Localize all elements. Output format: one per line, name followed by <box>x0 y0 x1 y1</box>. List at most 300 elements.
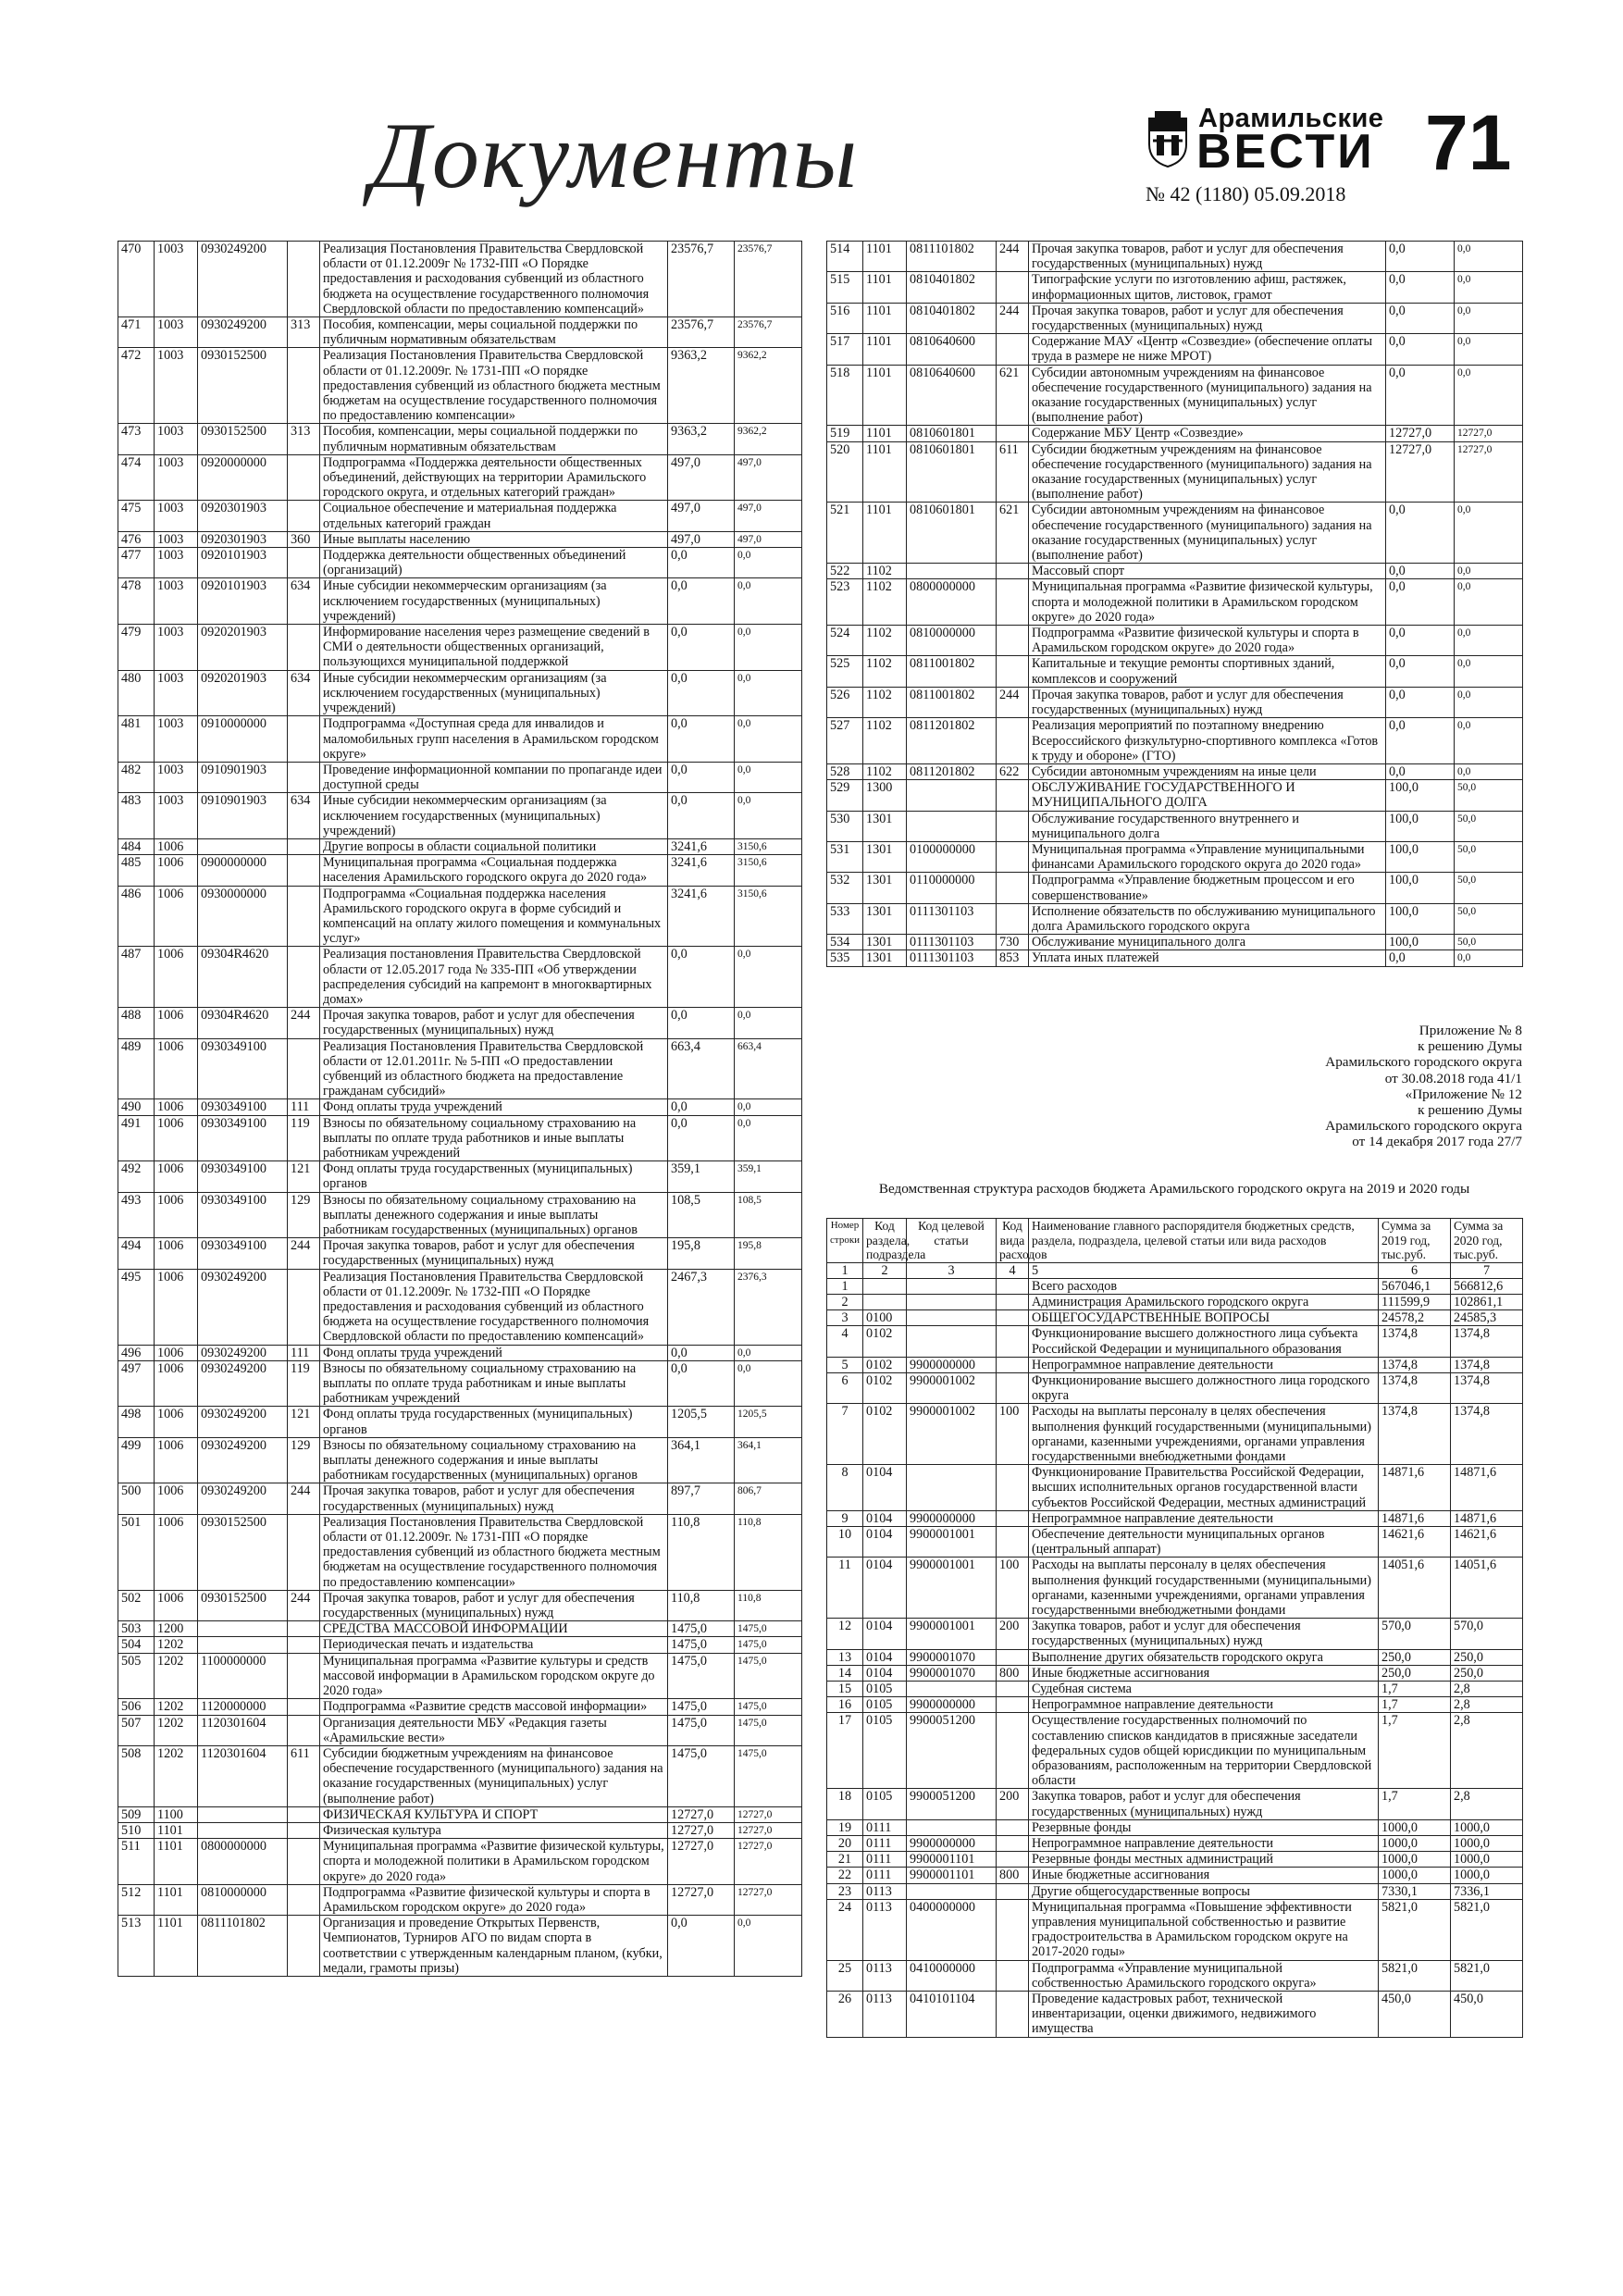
amount-1: 23576,7 <box>668 317 735 348</box>
table-row <box>827 1960 1523 1991</box>
row-number: 488 <box>118 1008 155 1038</box>
row-number: 2 <box>827 1294 863 1309</box>
amount-1: 110,8 <box>668 1590 735 1620</box>
row-number: 3 <box>827 1310 863 1326</box>
section-code: 1003 <box>155 242 198 317</box>
target-code: 0930349100 <box>198 1192 288 1238</box>
table-row <box>118 548 802 578</box>
target-code <box>907 1465 997 1511</box>
amount-1: 663,4 <box>668 1038 735 1099</box>
row-number: 473 <box>118 424 155 454</box>
section-code: 1006 <box>155 1590 198 1620</box>
expense-type-code <box>288 716 320 763</box>
target-code: 0811101802 <box>198 1916 288 1977</box>
section-code: 1102 <box>863 763 907 779</box>
amount-2: 50,0 <box>1455 903 1523 934</box>
row-number: 25 <box>827 1960 863 1991</box>
amount-2: 0,0 <box>1455 334 1523 365</box>
section-code: 0105 <box>863 1681 907 1696</box>
target-code <box>907 1278 997 1294</box>
target-code <box>907 1819 997 1835</box>
expense-type-code <box>288 454 320 501</box>
amount-1: 1374,8 <box>1379 1372 1451 1403</box>
description: Муниципальная программа «Развитие культуры и средств массовой информации в Арамильском городском округе до 2020 года» <box>320 1653 668 1699</box>
row-number: 501 <box>118 1514 155 1590</box>
amount-2: 12727,0 <box>1455 426 1523 441</box>
amount-1: 0,0 <box>668 578 735 625</box>
expense-type-code: 244 <box>997 303 1029 333</box>
amount-1: 1000,0 <box>1379 1836 1451 1852</box>
table-row <box>827 1558 1523 1619</box>
expense-type-code: 244 <box>288 1483 320 1514</box>
target-code: 0111301103 <box>907 903 997 934</box>
target-code: 0930249200 <box>198 317 288 348</box>
section-code: 1101 <box>155 1916 198 1977</box>
description: Реализация Постановления Правительства Свердловской области от 01.12.2009г № 1732-ПП «О Порядке предоставления и расходования субвенций из областного бюджета на осуществление государственного полномочия Свердловской области по предоставлению компенсаций» <box>320 242 668 317</box>
description: Фонд оплаты труда государственных (муниципальных) органов <box>320 1407 668 1437</box>
amount-2: 2,8 <box>1451 1697 1523 1713</box>
column-number: 3 <box>907 1262 997 1278</box>
expense-type-code <box>288 501 320 531</box>
description: Муниципальная программа «Развитие физической культуры, спорта и молодежной политики в Арамильском городском округе» до 2020 года» <box>320 1839 668 1885</box>
table-row <box>827 503 1523 564</box>
departmental-structure-table <box>826 1218 1523 2038</box>
amount-1: 12727,0 <box>668 1822 735 1838</box>
section-code: 1101 <box>863 365 907 426</box>
row-number: 485 <box>118 855 155 886</box>
amount-2: 1374,8 <box>1451 1326 1523 1357</box>
expense-type-code <box>288 762 320 792</box>
table-row <box>118 317 802 348</box>
amount-1: 23576,7 <box>668 242 735 317</box>
target-code: 0930152500 <box>198 348 288 424</box>
section-code: 1202 <box>155 1745 198 1806</box>
row-number: 494 <box>118 1238 155 1269</box>
amount-1: 110,8 <box>668 1514 735 1590</box>
row-number: 499 <box>118 1437 155 1483</box>
row-number: 480 <box>118 670 155 716</box>
amount-1: 1000,0 <box>1379 1819 1451 1835</box>
section-code: 1006 <box>155 1008 198 1038</box>
section-code: 0100 <box>863 1310 907 1326</box>
description: Прочая закупка товаров, работ и услуг для обеспечения государственных (муниципальных) нужд <box>1029 687 1386 717</box>
table-row <box>118 1884 802 1915</box>
issue-info: № 42 (1180) 05.09.2018 <box>1146 182 1346 205</box>
amount-2: 50,0 <box>1455 841 1523 872</box>
amount-2: 3150,6 <box>735 838 802 854</box>
table-row <box>118 1806 802 1822</box>
row-number: 512 <box>118 1884 155 1915</box>
brand-name-large: ВЕСТИ <box>1196 125 1375 179</box>
amount-2: 0,0 <box>735 1099 802 1115</box>
amount-1: 14621,6 <box>1379 1526 1451 1557</box>
target-code: 9900001002 <box>907 1372 997 1403</box>
amount-1: 3241,6 <box>668 886 735 947</box>
amount-2: 1475,0 <box>735 1715 802 1745</box>
amount-2: 0,0 <box>735 578 802 625</box>
row-number: 22 <box>827 1868 863 1883</box>
table-row <box>827 242 1523 272</box>
section-code <box>863 1278 907 1294</box>
table-row <box>827 303 1523 333</box>
expense-type-code <box>997 1852 1029 1868</box>
description: Исполнение обязательств по обслуживанию муниципального долга Арамильского городского округа <box>1029 903 1386 934</box>
row-number: 24 <box>827 1899 863 1960</box>
amount-2: 1475,0 <box>735 1637 802 1653</box>
target-code: 0811001802 <box>907 656 997 687</box>
table-row <box>118 578 802 625</box>
appendix-line: от 30.08.2018 года 41/1 <box>1384 1070 1522 1086</box>
expense-type-code <box>288 1822 320 1838</box>
target-code: 0920101903 <box>198 548 288 578</box>
section-code: 1006 <box>155 1483 198 1514</box>
row-number: 8 <box>827 1465 863 1511</box>
amount-2: 1000,0 <box>1451 1868 1523 1883</box>
description: Социальное обеспечение и материальная поддержка отдельных категорий граждан <box>320 501 668 531</box>
table-row <box>827 1899 1523 1960</box>
target-code <box>907 1310 997 1326</box>
amount-2: 450,0 <box>1451 1992 1523 2038</box>
description: Подпрограмма «Развитие средств массовой информации» <box>320 1699 668 1715</box>
table-row <box>118 670 802 716</box>
table-row <box>118 716 802 763</box>
amount-2: 2376,3 <box>735 1269 802 1345</box>
amount-2: 0,0 <box>735 716 802 763</box>
amount-2: 0,0 <box>1455 763 1523 779</box>
table-row <box>118 1407 802 1437</box>
target-code: 0111301103 <box>907 935 997 950</box>
column-header: Код вида расходов <box>997 1219 1029 1263</box>
target-code: 1120301604 <box>198 1745 288 1806</box>
expense-type-code <box>997 841 1029 872</box>
expense-type-code <box>997 272 1029 303</box>
section-code: 0113 <box>863 1899 907 1960</box>
amount-2: 12727,0 <box>735 1839 802 1885</box>
section-code: 1301 <box>863 935 907 950</box>
row-number: 21 <box>827 1852 863 1868</box>
section-code: 0111 <box>863 1819 907 1835</box>
appendix-title: Ведомственная структура расходов бюджета Арамильского городского округа на 2019 и 2020 годы <box>878 1181 1470 1197</box>
table-row <box>827 1372 1523 1403</box>
section-code: 1102 <box>863 579 907 626</box>
target-code: 9900000000 <box>907 1697 997 1713</box>
expense-type-code <box>288 1884 320 1915</box>
amount-2: 570,0 <box>1451 1619 1523 1649</box>
row-number: 475 <box>118 501 155 531</box>
section-code: 1003 <box>155 454 198 501</box>
expense-type-code: 244 <box>997 242 1029 272</box>
amount-2: 102861,1 <box>1451 1294 1523 1309</box>
target-code: 0910000000 <box>198 716 288 763</box>
description: Субсидии бюджетным учреждениям на финансовое обеспечение государственного (муниципального) задания на оказание государственных (муниципальных) услуг (выполнение работ) <box>1029 441 1386 503</box>
amount-1: 100,0 <box>1386 811 1455 841</box>
section-code: 1301 <box>863 873 907 903</box>
row-number: 509 <box>118 1806 155 1822</box>
amount-2: 0,0 <box>1455 950 1523 966</box>
section-code: 0104 <box>863 1465 907 1511</box>
section-code: 1006 <box>155 1514 198 1590</box>
section-code: 1006 <box>155 1099 198 1115</box>
expense-type-code: 129 <box>288 1192 320 1238</box>
target-code: 0811201802 <box>907 718 997 764</box>
amount-2: 1374,8 <box>1451 1357 1523 1372</box>
amount-1: 14871,6 <box>1379 1465 1451 1511</box>
amount-2: 195,8 <box>735 1238 802 1269</box>
description: Реализация мероприятий по поэтапному внедрению Всероссийского физкультурно-спортивного комплекса «Готов к труду и обороне» (ГТО) <box>1029 718 1386 764</box>
row-number: 14 <box>827 1665 863 1681</box>
amount-1: 0,0 <box>1386 687 1455 717</box>
expense-type-code: 634 <box>288 670 320 716</box>
description: Организация деятельности МБУ «Редакция газеты «Арамильские вести» <box>320 1715 668 1745</box>
row-number: 490 <box>118 1099 155 1115</box>
amount-1: 9363,2 <box>668 424 735 454</box>
row-number: 521 <box>827 503 863 564</box>
expense-type-code <box>997 1836 1029 1852</box>
row-number: 26 <box>827 1992 863 2038</box>
amount-2: 0,0 <box>735 1916 802 1977</box>
table-row <box>827 1868 1523 1883</box>
expense-type-code <box>288 1715 320 1745</box>
section-code: 1006 <box>155 1161 198 1192</box>
table-row <box>118 1192 802 1238</box>
table-row <box>118 1038 802 1099</box>
expense-type-code <box>288 1653 320 1699</box>
description: Прочая закупка товаров, работ и услуг для обеспечения государственных (муниципальных) нужд <box>320 1590 668 1620</box>
section-code: 0111 <box>863 1852 907 1868</box>
section-code: 0102 <box>863 1404 907 1465</box>
table-row <box>827 780 1523 811</box>
target-code: 0810640600 <box>907 365 997 426</box>
row-number: 505 <box>118 1653 155 1699</box>
amount-1: 12727,0 <box>668 1839 735 1885</box>
table-row <box>118 947 802 1008</box>
target-code: 0930152500 <box>198 1514 288 1590</box>
row-number: 1 <box>827 1278 863 1294</box>
description: Проведение информационной компании по пропаганде идеи доступной среды <box>320 762 668 792</box>
target-code <box>907 1326 997 1357</box>
section-code: 0111 <box>863 1868 907 1883</box>
amount-2: 1475,0 <box>735 1621 802 1637</box>
expense-type-code <box>997 1713 1029 1789</box>
amount-2: 7336,1 <box>1451 1883 1523 1899</box>
target-code: 0920000000 <box>198 454 288 501</box>
row-number: 481 <box>118 716 155 763</box>
description: ФИЗИЧЕСКАЯ КУЛЬТУРА И СПОРТ <box>320 1806 668 1822</box>
description: Организация и проведение Открытых Первенств, Чемпионатов, Турниров АГО по видам спорта в соответствии с утвержденным календарным планом, (кубки, медали, грамоты призы) <box>320 1916 668 1977</box>
description: Прочая закупка товаров, работ и услуг для обеспечения государственных (муниципальных) нужд <box>320 1238 668 1269</box>
target-code: 0930152500 <box>198 424 288 454</box>
section-code: 1102 <box>863 564 907 579</box>
amount-1: 0,0 <box>1386 503 1455 564</box>
section-code: 1202 <box>155 1637 198 1653</box>
expense-type-code: 119 <box>288 1115 320 1161</box>
table-row <box>118 242 802 317</box>
expense-type-code <box>288 548 320 578</box>
description: Субсидии бюджетным учреждениям на финансовое обеспечение государственного (муниципального) задания на оказание государственных (муниципальных) услуг (выполнение работ) <box>320 1745 668 1806</box>
expense-type-code <box>997 564 1029 579</box>
amount-1: 1475,0 <box>668 1637 735 1653</box>
column-header: Сумма за 2019 год, тыс.руб. <box>1379 1219 1451 1263</box>
expense-type-code <box>288 947 320 1008</box>
amount-2: 23576,7 <box>735 242 802 317</box>
target-code: 9900000000 <box>907 1510 997 1526</box>
section-code: 1301 <box>863 811 907 841</box>
amount-1: 1000,0 <box>1379 1868 1451 1883</box>
section-code: 1101 <box>863 242 907 272</box>
table-row <box>118 625 802 671</box>
amount-1: 1,7 <box>1379 1713 1451 1789</box>
row-number: 493 <box>118 1192 155 1238</box>
expense-type-code: 200 <box>997 1619 1029 1649</box>
amount-2: 14051,6 <box>1451 1558 1523 1619</box>
section-code: 1101 <box>863 272 907 303</box>
table-row <box>118 1590 802 1620</box>
amount-1: 0,0 <box>668 793 735 839</box>
expense-type-code: 800 <box>997 1868 1029 1883</box>
amount-1: 14871,6 <box>1379 1510 1451 1526</box>
target-code: 0100000000 <box>907 841 997 872</box>
amount-2: 497,0 <box>735 454 802 501</box>
table-row <box>827 1310 1523 1326</box>
row-number: 13 <box>827 1649 863 1665</box>
target-code <box>907 811 997 841</box>
expense-type-code: 111 <box>288 1099 320 1115</box>
target-code <box>198 1621 288 1637</box>
row-number: 5 <box>827 1357 863 1372</box>
row-number: 484 <box>118 838 155 854</box>
expense-type-code <box>997 334 1029 365</box>
expense-type-code: 611 <box>288 1745 320 1806</box>
amount-1: 0,0 <box>668 762 735 792</box>
description: Подпрограмма «Развитие физической культуры и спорта в Арамильском городском округе» до 2020 года» <box>320 1884 668 1915</box>
description: Расходы на выплаты персоналу в целях обеспечения выполнения функций государственными (муниципальными) органами, казенными учреждениями, органами управления государственными внебюджетными фондами <box>1029 1558 1379 1619</box>
amount-1: 1,7 <box>1379 1697 1451 1713</box>
section-code: 1301 <box>863 950 907 966</box>
table-row <box>827 1510 1523 1526</box>
expense-type-code: 111 <box>288 1345 320 1360</box>
amount-1: 1,7 <box>1379 1789 1451 1819</box>
target-code: 0110000000 <box>907 873 997 903</box>
section-code: 1003 <box>155 531 198 547</box>
target-code: 0930349100 <box>198 1038 288 1099</box>
row-number: 482 <box>118 762 155 792</box>
appendix-line: «Приложение № 12 <box>1405 1086 1522 1102</box>
row-number: 530 <box>827 811 863 841</box>
row-number: 500 <box>118 1483 155 1514</box>
expense-type-code <box>997 1465 1029 1511</box>
target-code: 9900000000 <box>907 1357 997 1372</box>
amount-1: 0,0 <box>1386 626 1455 656</box>
amount-2: 1205,5 <box>735 1407 802 1437</box>
amount-1: 0,0 <box>668 1345 735 1360</box>
amount-1: 0,0 <box>1386 656 1455 687</box>
row-number: 11 <box>827 1558 863 1619</box>
description: Реализация Постановления Правительства Свердловской области от 01.12.2009г. № 1732-ПП «О Порядке предоставления и расходования субвенций из областного бюджета на осуществление государственного полномочия Свердловской области по предоставлению компенсаций» <box>320 1269 668 1345</box>
appendix-line: к решению Думы <box>1418 1102 1522 1119</box>
amount-1: 250,0 <box>1379 1649 1451 1665</box>
table-row <box>118 886 802 947</box>
row-number: 520 <box>827 441 863 503</box>
description: Непрограммное направление деятельности <box>1029 1510 1379 1526</box>
appendix-line: от 14 декабря 2017 года 27/7 <box>1352 1134 1522 1150</box>
section-code: 1101 <box>155 1839 198 1885</box>
table-row <box>827 1465 1523 1511</box>
target-code: 9900001001 <box>907 1558 997 1619</box>
table-row <box>118 1916 802 1977</box>
table-row <box>118 1822 802 1838</box>
page-number: 71 <box>1425 99 1512 186</box>
amount-2: 1374,8 <box>1451 1372 1523 1403</box>
row-number: 474 <box>118 454 155 501</box>
section-code: 1003 <box>155 348 198 424</box>
row-number: 528 <box>827 763 863 779</box>
amount-1: 100,0 <box>1386 873 1455 903</box>
expense-type-code: 313 <box>288 317 320 348</box>
target-code: 0811101802 <box>907 242 997 272</box>
description: Обеспечение деятельности муниципальных органов (центральный аппарат) <box>1029 1526 1379 1557</box>
description: Подпрограмма «Управление муниципальной собственностью Арамильского городского округа» <box>1029 1960 1379 1991</box>
target-code <box>907 564 997 579</box>
target-code: 0930349100 <box>198 1161 288 1192</box>
amount-2: 5821,0 <box>1451 1899 1523 1960</box>
amount-2: 110,8 <box>735 1514 802 1590</box>
amount-1: 100,0 <box>1386 935 1455 950</box>
description: Подпрограмма «Социальная поддержка населения Арамильского городского округа в форме субсидий и компенсаций на оплату жилого помещения и коммунальных услуг» <box>320 886 668 947</box>
amount-2: 0,0 <box>1455 303 1523 333</box>
section-code: 1006 <box>155 1437 198 1483</box>
amount-2: 0,0 <box>1455 656 1523 687</box>
expense-type-code: 100 <box>997 1404 1029 1465</box>
description: Функционирование Правительства Российской Федерации, высших исполнительных органов государственной власти субъектов Российской Федерации, местных администраций <box>1029 1465 1379 1511</box>
section-code: 1202 <box>155 1699 198 1715</box>
amount-2: 0,0 <box>735 625 802 671</box>
section-code: 1006 <box>155 1115 198 1161</box>
expense-type-code: 244 <box>288 1008 320 1038</box>
section-code: 1102 <box>863 656 907 687</box>
amount-1: 3241,6 <box>668 855 735 886</box>
expense-type-code <box>997 1310 1029 1326</box>
expense-type-code: 119 <box>288 1360 320 1407</box>
table-row <box>118 1099 802 1115</box>
amount-2: 2,8 <box>1451 1713 1523 1789</box>
target-code: 0400000000 <box>907 1899 997 1960</box>
table-row <box>118 1483 802 1514</box>
table-row <box>118 501 802 531</box>
section-code: 1003 <box>155 716 198 763</box>
section-code: 1006 <box>155 855 198 886</box>
expense-type-code: 313 <box>288 424 320 454</box>
table-row <box>118 1269 802 1345</box>
amount-2: 497,0 <box>735 501 802 531</box>
row-number: 10 <box>827 1526 863 1557</box>
section-code: 0105 <box>863 1789 907 1819</box>
amount-2: 0,0 <box>735 1115 802 1161</box>
description: Реализация Постановления Правительства Свердловской области от 01.12.2009г. № 1731-ПП «О порядке предоставления субвенций из областного бюджета местным бюджетам на осуществление государственного полномочия по предоставлению компенсации» <box>320 348 668 424</box>
amount-1: 1475,0 <box>668 1653 735 1699</box>
description: Поддержка деятельности общественных объединений (организаций) <box>320 548 668 578</box>
section-code: 0111 <box>863 1836 907 1852</box>
description: Муниципальная программа «Социальная поддержка населения Арамильского городского округа до 2020 года» <box>320 855 668 886</box>
expense-type-code <box>997 903 1029 934</box>
section-code: 0104 <box>863 1558 907 1619</box>
amount-2: 12727,0 <box>735 1806 802 1822</box>
description: Функционирование высшего должностного лица субъекта Российской Федерации и муниципального образования <box>1029 1326 1379 1357</box>
expense-type-code: 129 <box>288 1437 320 1483</box>
amount-1: 1475,0 <box>668 1715 735 1745</box>
appendix-caption <box>826 1023 1522 1150</box>
amount-1: 1475,0 <box>668 1745 735 1806</box>
expense-type-code <box>997 626 1029 656</box>
